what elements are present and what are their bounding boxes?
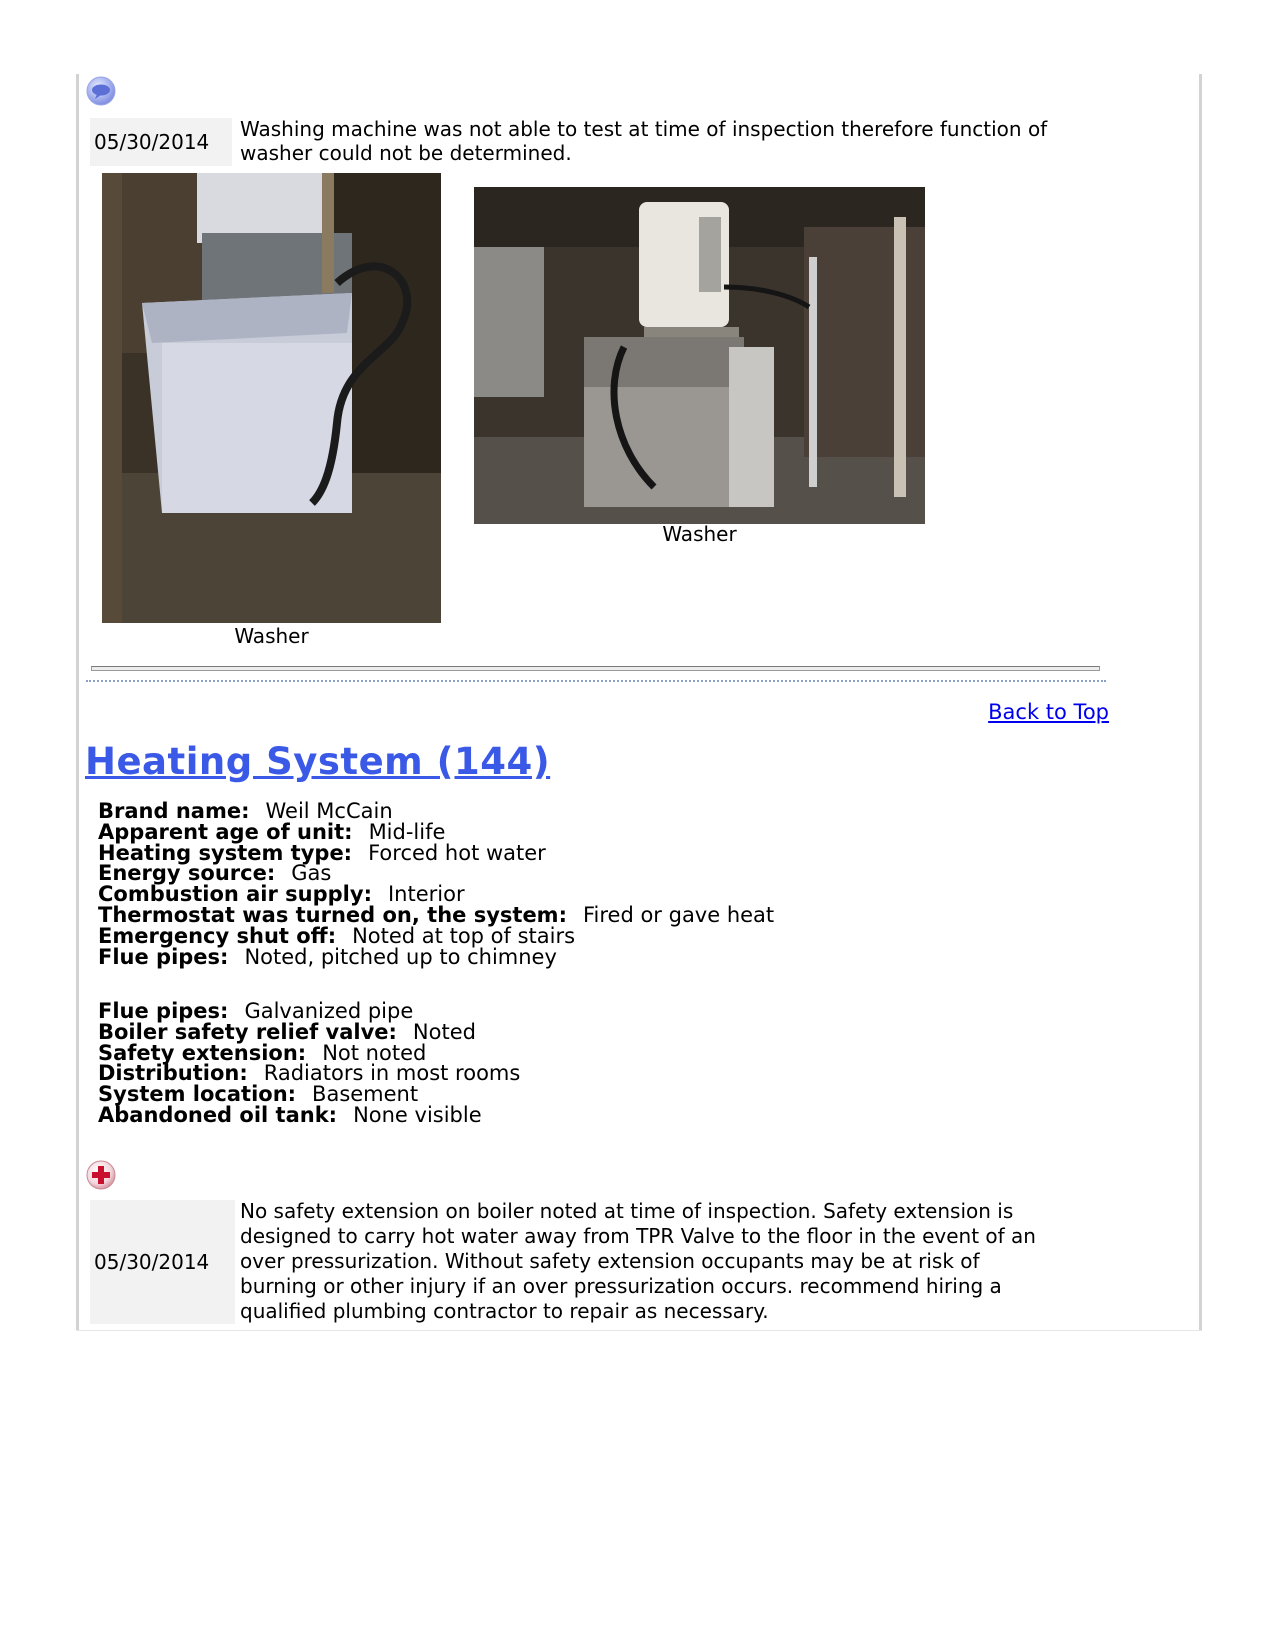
spec-value: Not noted	[322, 1040, 427, 1065]
spec-value: Weil McCain	[265, 799, 393, 823]
repair-text-line5: qualified plumbing contractor to repair as necessary.	[240, 1299, 769, 1323]
washer-photo-2-caption: Washer	[662, 522, 737, 546]
spec-label: Combustion air supply:	[98, 882, 372, 907]
spec-label: Distribution:	[98, 1061, 248, 1086]
repair-text-line1: No safety extension on boiler noted at time of inspection. Safety extension is	[240, 1199, 1014, 1223]
spec-value: Basement	[312, 1082, 419, 1107]
spec-value: Fired or gave heat	[582, 902, 775, 927]
repair-text-line2: designed to carry hot water away from TPR Valve to the floor in the event of an	[240, 1224, 1036, 1248]
comment-text-line1: Washing machine was not able to test at time of inspection therefore function of	[240, 117, 1048, 141]
spec-row-system-location	[98, 1084, 520, 1105]
spec-value: Noted	[412, 1019, 476, 1044]
spec-label: Apparent age of unit:	[98, 819, 353, 844]
washer-photo-1	[102, 173, 441, 623]
repair-text-line4: burning or other injury if an over pressurization occurs. recommend hiring a	[240, 1274, 1002, 1298]
spec-row-boiler-relief-valve	[98, 1019, 520, 1044]
washer-photo-1-image	[102, 173, 441, 623]
heating-specs-group-2	[98, 1001, 520, 1126]
spec-row-flue-pipes	[98, 944, 774, 969]
spec-value: None visible	[353, 1102, 482, 1127]
spec-row-brand-name	[98, 801, 774, 822]
spec-value: Forced hot water	[368, 840, 546, 865]
spec-label: Flue pipes:	[98, 999, 229, 1023]
spec-label: Heating system type:	[98, 840, 353, 865]
spec-row-abandoned-oil-tank	[98, 1102, 520, 1127]
spec-value: Gas	[291, 861, 332, 886]
spec-row-flue-pipes-material	[98, 1001, 520, 1022]
spec-row-thermostat	[98, 902, 775, 927]
comment-bubble-icon	[86, 76, 116, 106]
spec-row-combustion-air-supply	[98, 884, 774, 905]
washer-photo-1-caption: Washer	[234, 624, 309, 648]
spec-label: Thermostat was turned on, the system:	[98, 902, 567, 927]
spec-row-emergency-shut-off	[98, 923, 774, 948]
spec-label: Energy source:	[98, 861, 276, 886]
spec-row-safety-extension	[98, 1040, 520, 1065]
spec-value: Noted, pitched up to chimney	[244, 944, 557, 969]
spec-label: System location:	[98, 1082, 297, 1107]
spec-label: Flue pipes:	[98, 944, 229, 969]
spec-value: Interior	[387, 882, 465, 907]
spec-label: Boiler safety relief valve:	[98, 1019, 397, 1044]
red-cross-repair-icon	[86, 1160, 116, 1190]
comment-text-line2: washer could not be determined.	[240, 141, 572, 165]
spec-value: Galvanized pipe	[244, 999, 414, 1023]
dotted-divider	[86, 680, 1106, 682]
spec-value: Noted at top of stairs	[352, 923, 576, 948]
spec-row-apparent-age	[98, 819, 774, 844]
repair-date: 05/30/2014	[90, 1200, 235, 1324]
section-title-heating-system[interactable]: Heating System (144)	[85, 740, 551, 783]
spec-label: Safety extension:	[98, 1040, 307, 1065]
section-separator-rule	[91, 666, 1100, 671]
spec-row-distribution	[98, 1063, 520, 1084]
comment-date: 05/30/2014	[90, 118, 232, 166]
spec-value: Radiators in most rooms	[263, 1061, 521, 1086]
spec-value: Mid-life	[368, 819, 446, 844]
frame-bottom-border	[76, 1330, 1202, 1331]
heating-specs-group-1	[98, 801, 774, 967]
washer-photo-2-image	[474, 187, 925, 524]
repair-text-line3: over pressurization. Without safety extension occupants may be at risk of	[240, 1249, 980, 1273]
washer-photo-2	[474, 187, 925, 524]
spec-label: Abandoned oil tank:	[98, 1102, 338, 1127]
spec-label: Emergency shut off:	[98, 923, 337, 948]
spec-row-energy-source	[98, 863, 774, 884]
spec-row-heating-system-type	[98, 840, 774, 865]
spec-label: Brand name:	[98, 799, 250, 823]
back-to-top-link[interactable]: Back to Top	[988, 700, 1109, 724]
